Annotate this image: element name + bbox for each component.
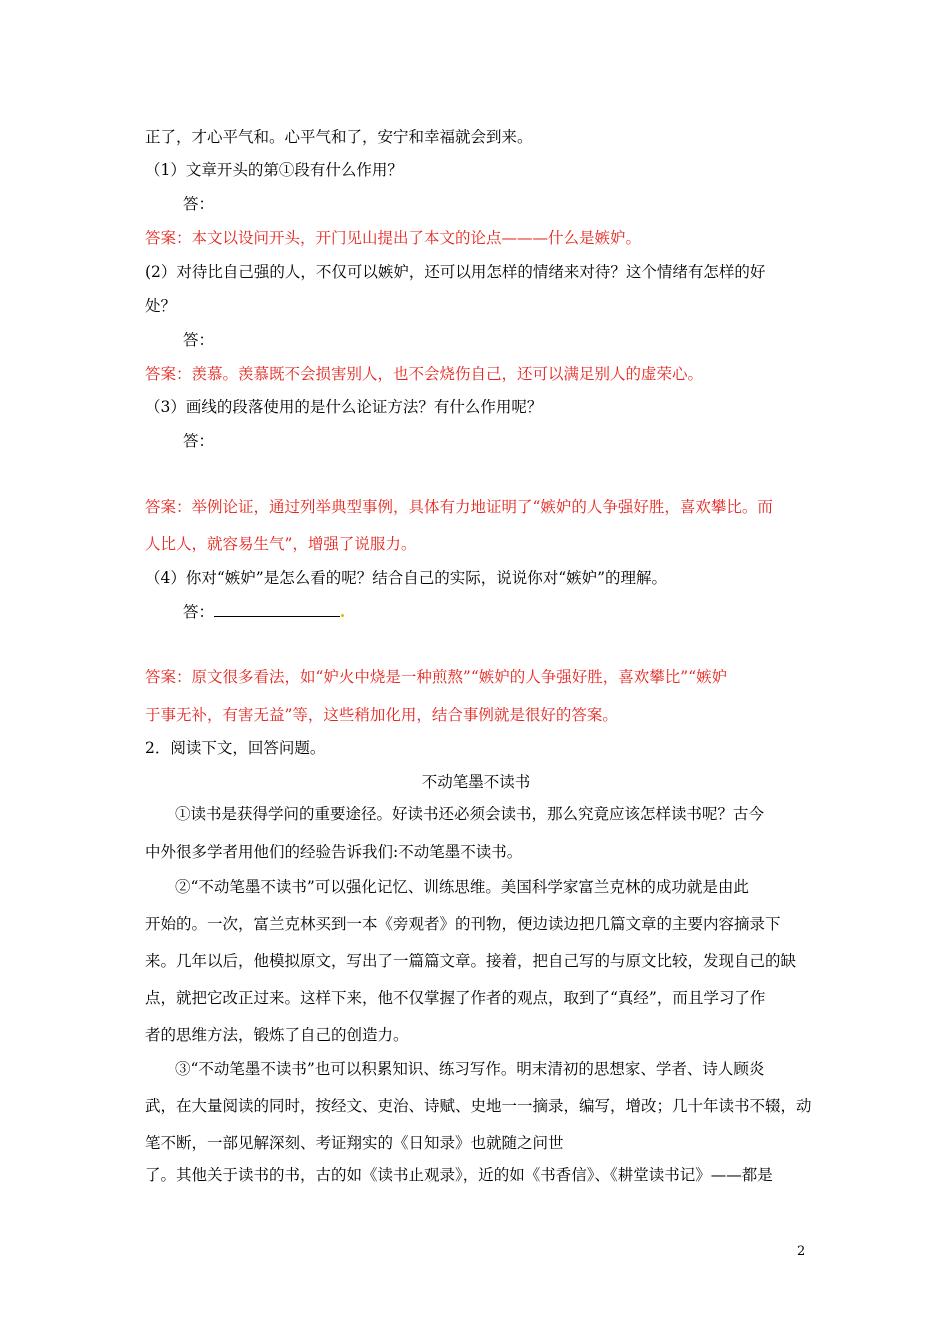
question-1: （1）文章开头的第①段有什么作用？ <box>145 161 403 179</box>
paragraph-2-cont: 来。几年以后，他模拟原文，写出了一篇篇文章。接着，把自己写的与原文比较，发现自己的缺 <box>145 952 797 970</box>
question-3: （3）画线的段落使用的是什么论证方法？有什么作用呢？ <box>145 398 543 416</box>
answer-3-cont: 人比人，就容易生气”，增强了说服力。 <box>145 535 417 553</box>
question-2-cont: 处？ <box>145 297 177 315</box>
answer-prompt: 答： <box>183 432 215 450</box>
question-2: (2）对待比自己强的人，不仅可以嫉妒，还可以用怎样的情绪来对待？这个情绪有怎样的好 <box>145 263 766 281</box>
question-heading-2: 2．阅读下文，回答问题。 <box>145 739 326 757</box>
answer-prompt-with-blank <box>183 601 845 623</box>
paragraph-2: ②“不动笔墨不读书”可以强化记忆、训练思维。美国科学家富兰克林的成功就是由此 <box>175 878 749 896</box>
paragraph-2-cont: 者的思维方法，锻炼了自己的创造力。 <box>145 1026 409 1044</box>
answer-1: 答案：本文以设问开头，开门见山提出了本文的论点———什么是嫉妒。 <box>145 229 642 247</box>
answer-blank-line <box>214 601 340 617</box>
paragraph-1-cont: 中外很多学者用他们的经验告诉我们:不动笔墨不读书。 <box>145 843 523 861</box>
paragraph-2-cont: 开始的。一次，富兰克林买到一本《旁观者》的刊物，便边读边把几篇文章的主要内容摘录下 <box>145 915 781 933</box>
question-4: （4）你对“嫉妒”是怎么看的呢？结合自己的实际，说说你对“嫉妒”的理解。 <box>145 569 668 587</box>
paragraph-1: ①读书是获得学问的重要途径。好读书还必须会读书，那么究竟应该怎样读书呢？古今 <box>175 805 765 823</box>
text-line: 正了，才心平气和。心平气和了，安宁和幸福就会到来。 <box>145 128 533 146</box>
answer-prompt-label: 答： <box>183 603 215 621</box>
paragraph-3-cont: 武，在大量阅读的同时，按经文、吏治、诗赋、史地一一摘录，编写，增改；几十年读书不辍，动 <box>145 1097 812 1115</box>
answer-prompt: 答： <box>183 195 215 213</box>
paragraph-3-cont: 了。其他关于读书的书，古的如《读书止观录》，近的如《书香信》、《耕堂读书记》——都是 <box>145 1166 773 1184</box>
paragraph-3: ③“不动笔墨不读书”也可以积累知识、练习写作。明末清初的思想家、学者、诗人顾炎 <box>175 1060 765 1078</box>
article-title: 不动笔墨不读书 <box>421 773 531 791</box>
answer-2: 答案：羡慕。羡慕既不会损害别人，也不会烧伤自己，还可以满足别人的虚荣心。 <box>145 365 704 383</box>
paragraph-3-cont: 笔不断，一部见解深刻、考证翔实的《日知录》也就随之问世 <box>145 1134 564 1152</box>
answer-prompt: 答： <box>183 331 215 349</box>
mark-dot <box>341 614 344 617</box>
paragraph-2-cont: 点，就把它改正过来。这样下来，他不仅掌握了作者的观点，取到了“真经”，而且学习了作 <box>145 989 766 1007</box>
answer-4-cont: 于事无补，有害无益”等，这些稍加化用，结合事例就是很好的答案。 <box>145 706 618 724</box>
answer-3: 答案：举例论证，通过列举典型事例，具体有力地证明了“嫉妒的人争强好胜，喜欢攀比。而 <box>145 498 773 516</box>
answer-4: 答案：原文很多看法，如“妒火中烧是一种煎熬”“嫉妒的人争强好胜，喜欢攀比”“嫉妒 <box>145 668 728 686</box>
page-number: 2 <box>797 1244 806 1259</box>
